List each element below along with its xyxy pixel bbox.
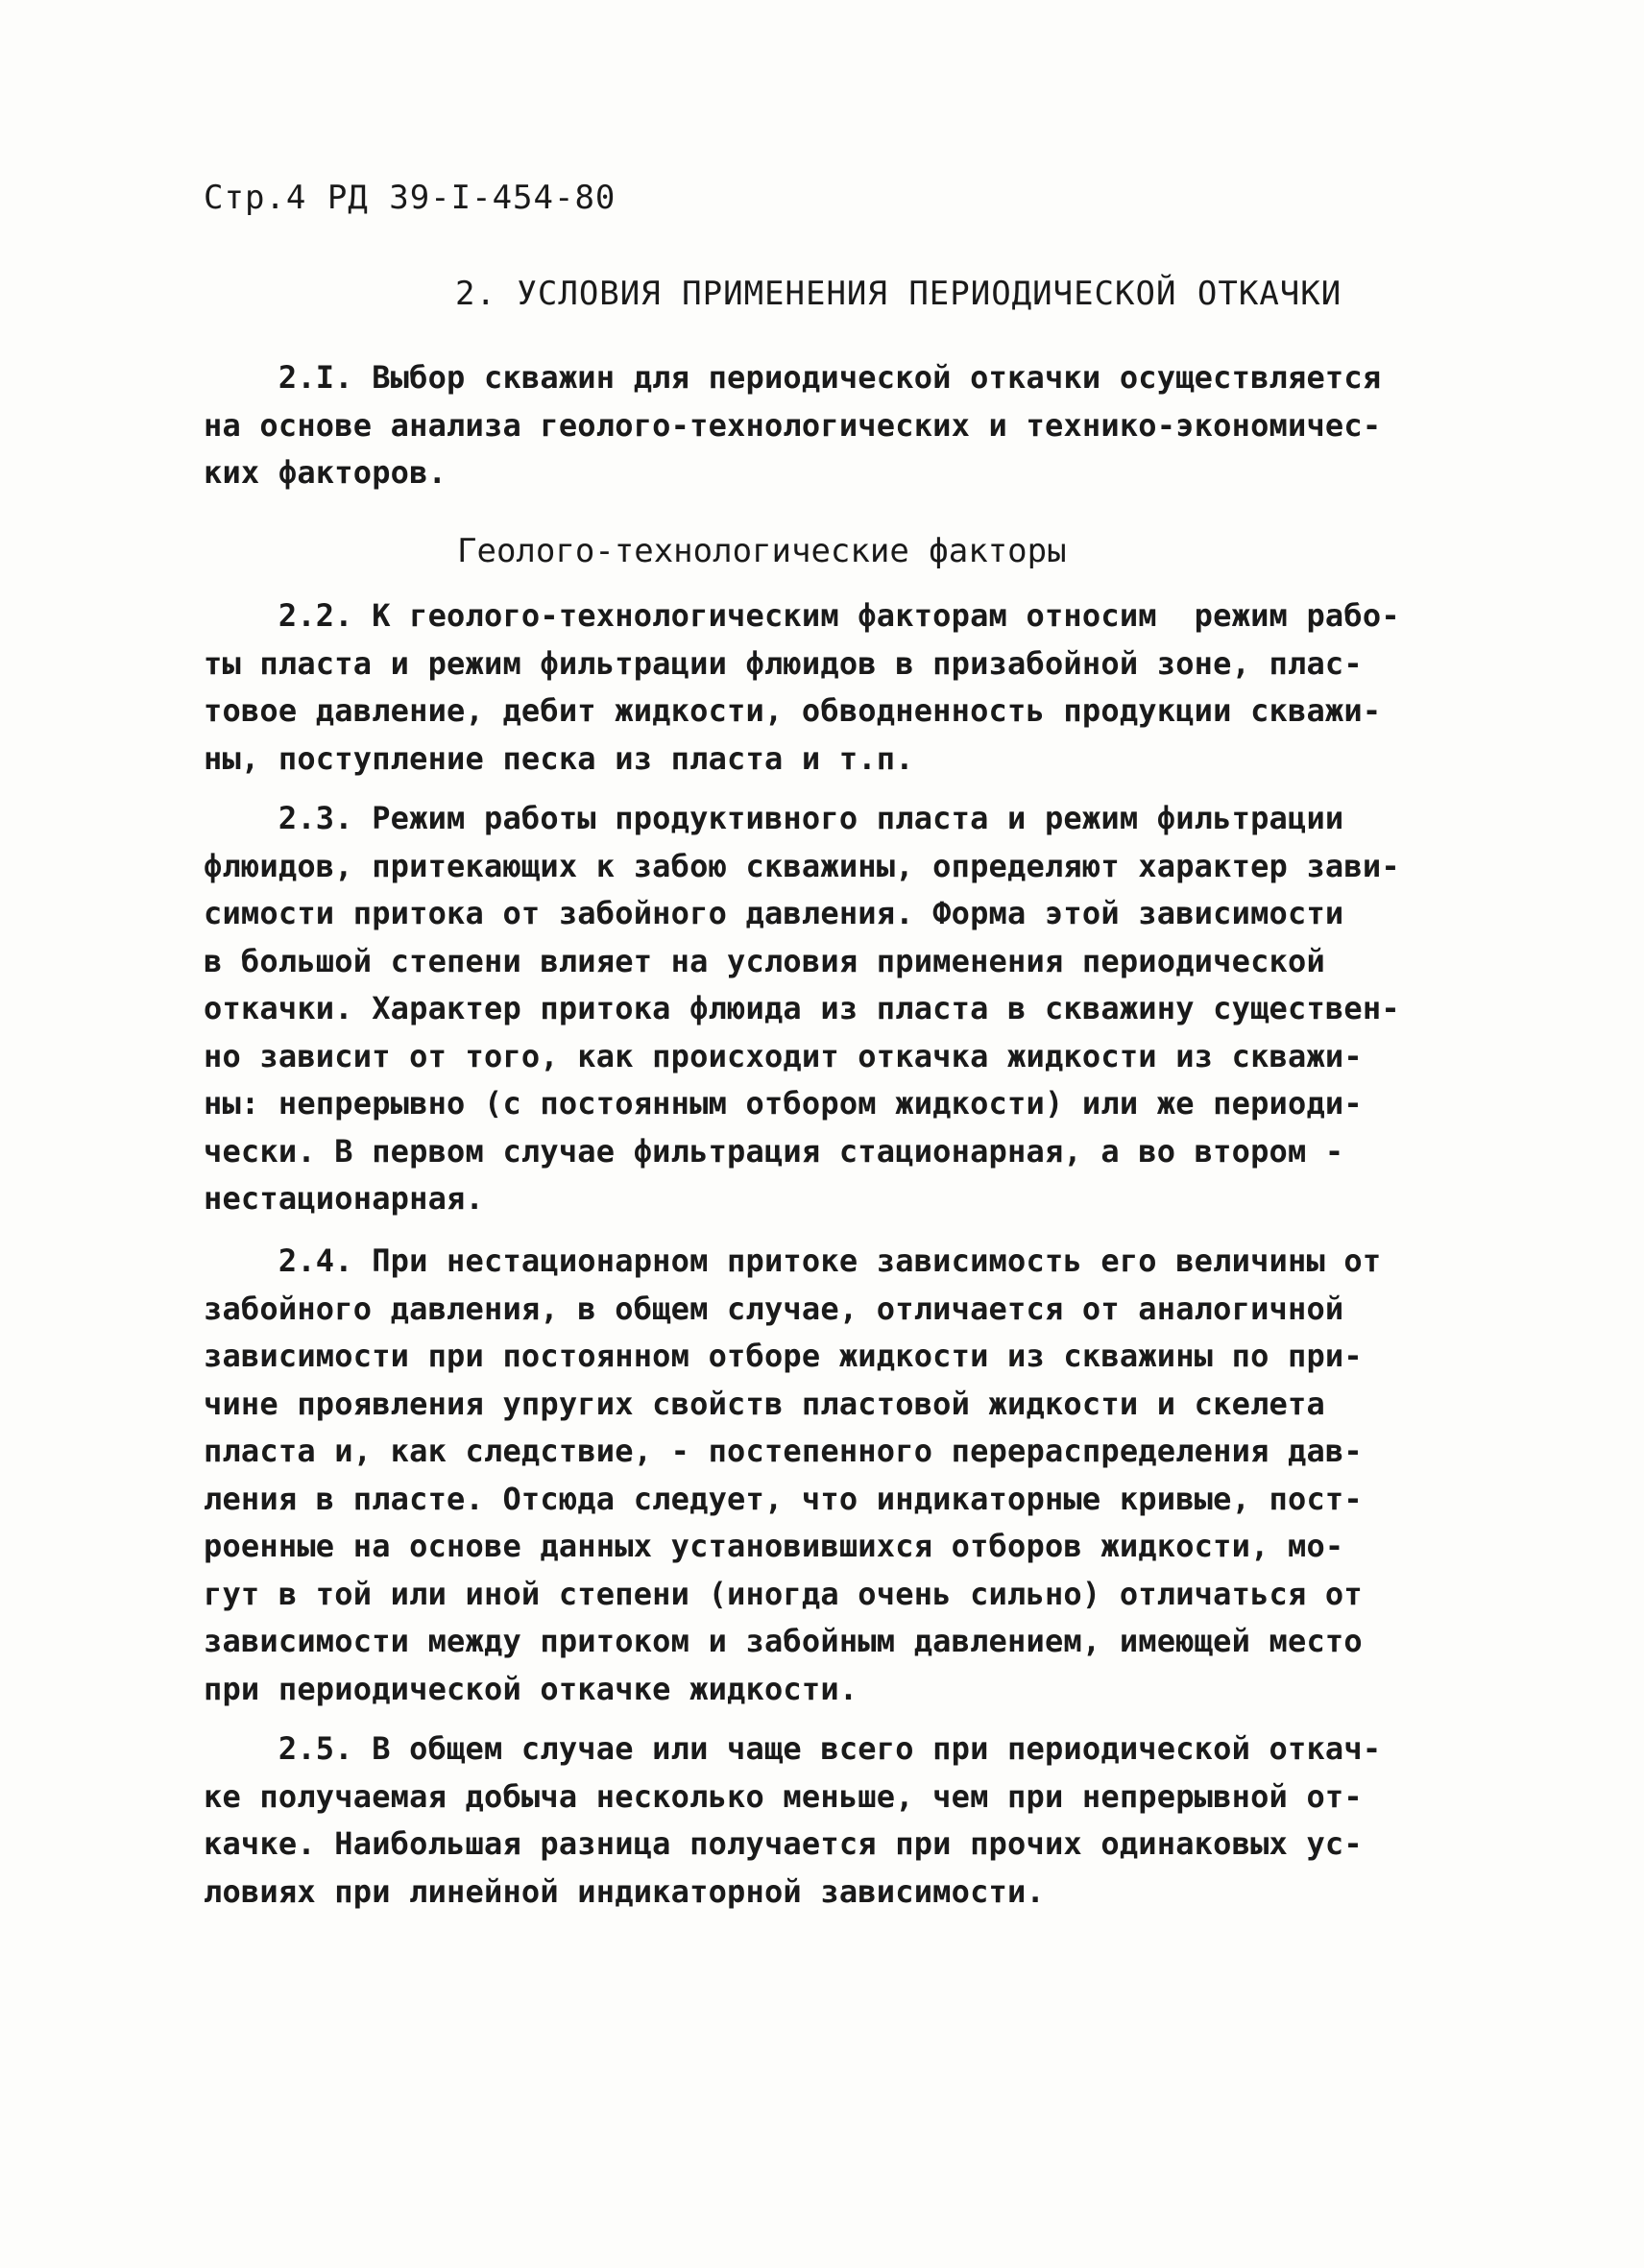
- paragraph-line: в большой степени влияет на условия применения периодической: [204, 942, 1325, 979]
- paragraph-line: товое давление, дебит жидкости, обводненность продукции скважи-: [204, 692, 1382, 729]
- page-header: Стр.4 РД 39-I-454-80: [204, 179, 616, 217]
- paragraph-line: ны: непрерывно (с постоянным отбором жидкости) или же периоди-: [204, 1085, 1363, 1122]
- paragraph-line: симости притока от забойного давления. Форма этой зависимости: [204, 895, 1344, 931]
- paragraph-line: чески. В первом случае фильтрация стационарная, а во втором -: [204, 1132, 1344, 1170]
- paragraph-line: качке. Наибольшая разница получается при прочих одинаковых ус-: [204, 1825, 1363, 1862]
- paragraph-line: флюидов, притекающих к забою скважины, определяют характер зави-: [204, 847, 1400, 884]
- paragraph-line: 2.3. Режим работы продуктивного пласта и режим фильтрации: [204, 800, 1344, 836]
- paragraph-line: ких факторов.: [204, 454, 447, 491]
- paragraph-2-3: [204, 795, 1471, 1223]
- paragraph-line: гут в той или иной степени (иногда очень сильно) отличаться от: [204, 1575, 1363, 1612]
- paragraph-line: но зависит от того, как происходит откачка жидкости из скважи-: [204, 1037, 1363, 1074]
- paragraph-line: ловиях при линейной индикаторной зависимости.: [204, 1872, 1045, 1910]
- paragraph-2-5: [204, 1725, 1471, 1916]
- paragraph-line: нестационарная.: [204, 1180, 484, 1217]
- paragraph-line: зависимости между притоком и забойным давлением, имеющей место: [204, 1623, 1363, 1659]
- subheading: Геолого-технологические факторы: [457, 532, 1067, 570]
- section-title: 2. УСЛОВИЯ ПРИМЕНЕНИЯ ПЕРИОДИЧЕСКОЙ ОТКАЧКИ: [455, 275, 1342, 313]
- paragraph-2-1: [204, 354, 1471, 497]
- paragraph-2-4: [204, 1238, 1471, 1713]
- paragraph-line: зависимости при постоянном отборе жидкости из скважины по при-: [204, 1338, 1363, 1374]
- paragraph-line: при периодической откачке жидкости.: [204, 1670, 858, 1707]
- paragraph-line: забойного давления, в общем случае, отличается от аналогичной: [204, 1290, 1344, 1327]
- paragraph-line: откачки. Характер притока флюида из пласта в скважину существен-: [204, 990, 1400, 1026]
- paragraph-line: ке получаемая добыча несколько меньше, чем при непрерывной от-: [204, 1777, 1363, 1815]
- paragraph-line: 2.4. При нестационарном притоке зависимость его величины от: [204, 1243, 1382, 1279]
- paragraph-line: 2.I. Выбор скважин для периодической откачки осуществляется: [204, 359, 1382, 396]
- paragraph-line: ны, поступление песка из пласта и т.п.: [204, 739, 914, 777]
- paragraph-line: чине проявления упругих свойств пластовой жидкости и скелета: [204, 1385, 1325, 1422]
- paragraph-2-2: [204, 592, 1471, 783]
- paragraph-line: пласта и, как следствие, - постепенного перераспределения дав-: [204, 1433, 1363, 1469]
- paragraph-line: ты пласта и режим фильтрации флюидов в призабойной зоне, плас-: [204, 644, 1363, 682]
- paragraph-line: 2.2. К геолого-технологическим факторам относим режим рабо-: [204, 597, 1400, 634]
- paragraph-line: 2.5. В общем случае или чаще всего при периодической откач-: [204, 1730, 1382, 1767]
- paragraph-line: роенные на основе данных установившихся отборов жидкости, мо-: [204, 1528, 1344, 1564]
- paragraph-line: ления в пласте. Отсюда следует, что индикаторные кривые, пост-: [204, 1480, 1363, 1517]
- paragraph-line: на основе анализа геолого-технологических и технико-экономичес-: [204, 406, 1382, 444]
